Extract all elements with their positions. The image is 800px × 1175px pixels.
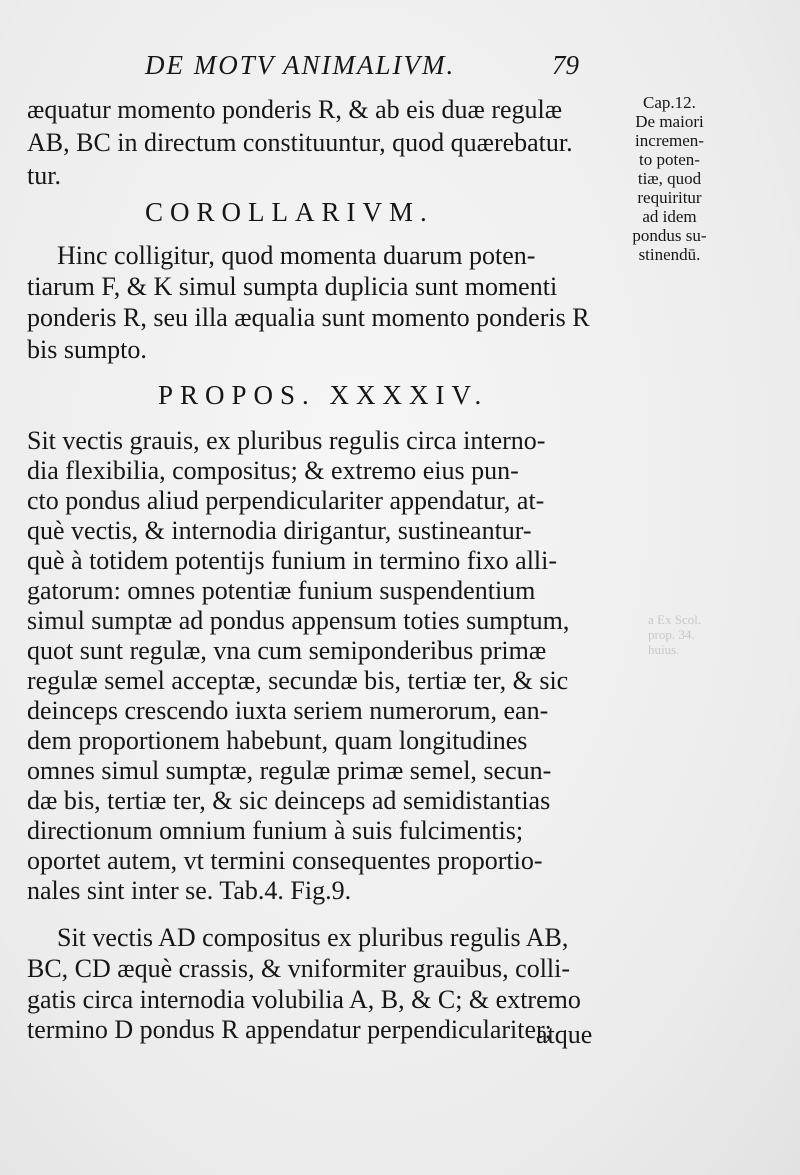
text-line: gatis circa internodia volubilia A, B, & C; & extremo <box>27 985 581 1014</box>
text-line: BC, CD æquè crassis, & vniformiter grauibus, colli- <box>27 954 571 983</box>
text-line: tiarum F, & K simul sumpta duplicia sunt momenti <box>27 272 558 301</box>
text-line: regulæ semel acceptæ, secundæ bis, tertiæ ter, & sic <box>27 666 569 695</box>
text-line: què vectis, & internodia dirigantur, sustineantur- <box>27 516 532 545</box>
margin-note-line: ad idem <box>642 207 697 226</box>
margin-note-line: to poten- <box>639 150 700 169</box>
text-line: cto pondus aliud perpendiculariter appendatur, at- <box>27 486 545 515</box>
text-line: nales sint inter se. Tab.4. Fig.9. <box>27 876 352 905</box>
text-line: bis sumpto. <box>27 335 147 364</box>
text-line: omnes simul sumptæ, regulæ primæ semel, secun- <box>27 756 552 785</box>
bleed-through-line: a Ex Scol. <box>648 612 702 627</box>
text-line: oportet autem, vt termini consequentes proportio- <box>27 846 543 875</box>
text-line: ponderis R, seu illa æqualia sunt momento ponderis R <box>27 303 590 332</box>
proposition-heading: PROPOS. XXXXIV. <box>158 380 489 410</box>
text-line: tur. <box>27 161 61 190</box>
text-line: gatorum: omnes potentiæ funium suspendentium <box>27 576 536 605</box>
running-title: DE MOTV ANIMALIVM. <box>145 50 456 80</box>
text-line: Sit vectis grauis, ex pluribus regulis circa interno- <box>27 426 546 455</box>
text-line: directionum omnium funium à suis fulcimentis; <box>27 816 524 845</box>
margin-note-line: pondus su- <box>632 226 707 245</box>
margin-note-line: stinendū. <box>638 245 701 264</box>
page-number: 79 <box>552 50 579 80</box>
text-line: dem proportionem habebunt, quam longitudines <box>27 726 528 755</box>
margin-note-line: tiæ, quod <box>637 169 702 188</box>
margin-note-line: incremen- <box>635 131 704 150</box>
text-line: quot sunt regulæ, vna cum semiponderibus primæ <box>27 636 547 665</box>
text-line: dæ bis, tertiæ ter, & sic deinceps ad semidistantias <box>27 786 551 815</box>
margin-note-line: Cap.12. <box>643 93 696 112</box>
text-line: AB, BC in directum constituuntur, quod quærebatur. <box>27 128 573 157</box>
text-line: Sit vectis AD compositus ex pluribus regulis AB, <box>57 923 569 952</box>
text-line: æquatur momento ponderis R, & ab eis duæ regulæ <box>27 95 563 124</box>
bleed-through-line: huius. <box>648 642 680 657</box>
text-line: dia flexibilia, compositus; & extremo eius pun- <box>27 456 519 485</box>
text-line: Hinc colligitur, quod momenta duarum poten- <box>57 241 536 270</box>
catchword: atque <box>536 1020 593 1049</box>
text-line: simul sumptæ ad pondus appensum toties sumptum, <box>27 606 570 635</box>
margin-note-line: requiritur <box>637 188 702 207</box>
text-line: deinceps crescendo iuxta seriem numerorum, ean- <box>27 696 549 725</box>
bleed-through-line: prop. 34. <box>648 627 695 642</box>
margin-note <box>622 93 717 264</box>
bleed-through-note <box>648 612 701 657</box>
margin-note-line: De maiori <box>635 112 704 131</box>
text-line: termino D pondus R appendatur perpendiculariter; <box>27 1015 552 1044</box>
text-line: què à totidem potentijs funium in termino fixo alli- <box>27 546 558 575</box>
corollary-heading: COROLLARIVM. <box>145 197 434 227</box>
